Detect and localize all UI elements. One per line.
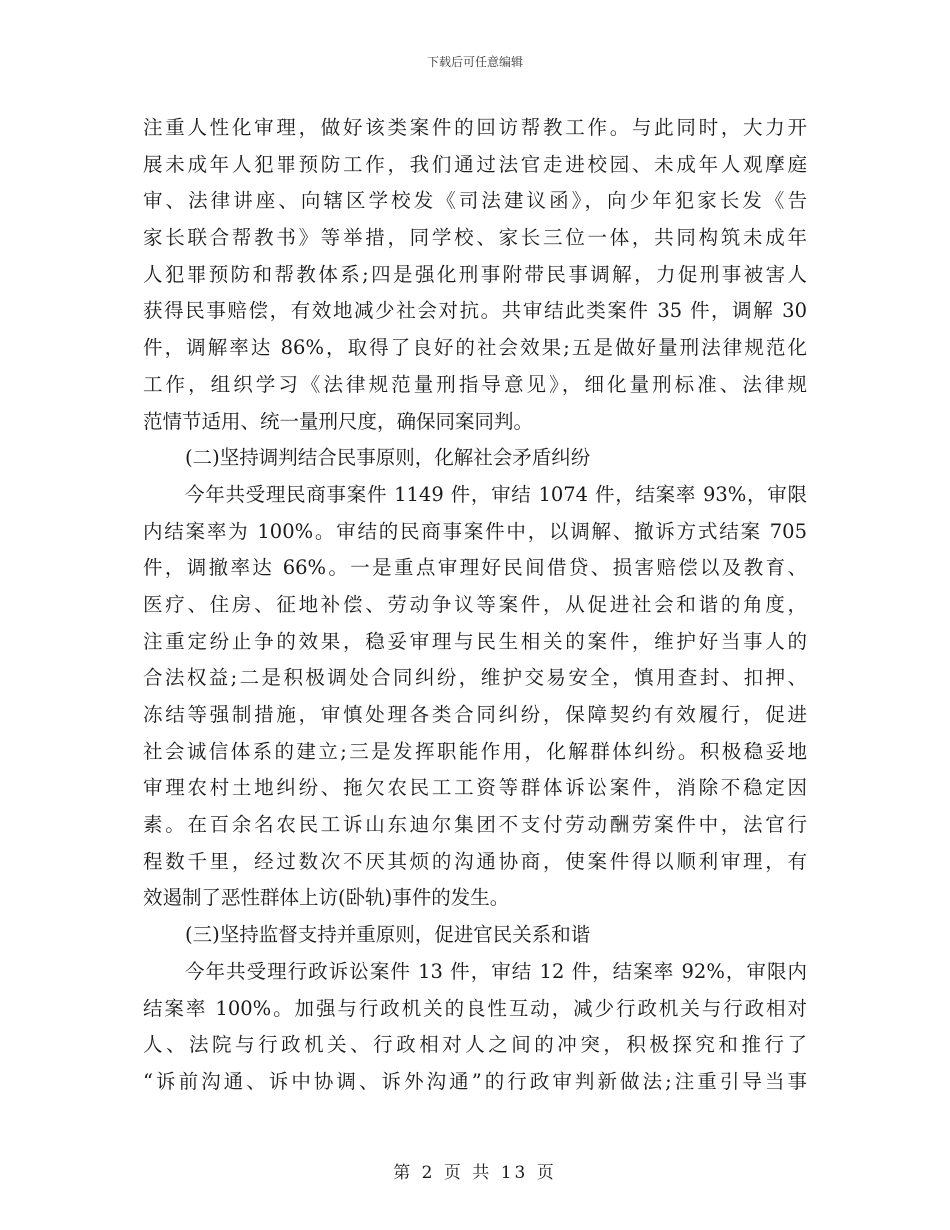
- text-line: 冻结等强制措施，审慎处理各类合同纠纷，保障契约有效履行，促进: [143, 703, 807, 726]
- page-number-footer: 第 2 页 共 13 页: [393, 1163, 557, 1183]
- text-line: 程数千里，经过数次不厌其烦的沟通协商，使案件得以顺利审理，有: [143, 849, 807, 873]
- text-line: 素。在百余名农民工诉山东迪尔集团不支付劳动酬劳案件中，法官行: [143, 813, 807, 837]
- body-text: [143, 110, 807, 1101]
- text-line: 工作，组织学习《法律规范量刑指导意见》，细化量刑标准、法律规: [143, 372, 807, 396]
- text-line: 注重定纷止争的效果，稳妥审理与民生相关的案件，维护好当事人的: [143, 629, 807, 653]
- text-line: 件，调撤率达 66%。一是重点审理好民间借贷、损害赔偿以及教育、: [143, 556, 807, 580]
- text-line: 件，调解率达 86%，取得了良好的社会效果;五是做好量刑法律规范化: [143, 336, 807, 360]
- text-line: “诉前沟通、诉中协调、诉外沟通”的行政审判新做法;注重引导当事: [143, 1069, 807, 1093]
- text-line: 合法权益;二是积极调处合同纠纷，维护交易安全，慎用查封、扣押、: [143, 666, 807, 690]
- text-line: 展未成年人犯罪预防工作，我们通过法官走进校园、未成年人观摩庭: [143, 152, 807, 176]
- text-line: 今年共受理行政诉讼案件 13 件，审结 12 件，结案率 92%，审限内: [185, 959, 807, 983]
- text-line: 审、法律讲座、向辖区学校发《司法建议函》，向少年犯家长发《告: [143, 189, 807, 213]
- text-line: 今年共受理民商事案件 1149 件，审结 1074 件，结案率 93%，审限: [185, 482, 807, 506]
- text-line: 注重人性化审理，做好该类案件的回访帮教工作。与此同时，大力开: [143, 116, 807, 139]
- text-line: 结案率 100%。加强与行政机关的良性互动，减少行政机关与行政相对: [143, 996, 807, 1020]
- text-line: 获得民事赔偿，有效地减少社会对抗。共审结此类案件 35 件，调解 30: [143, 299, 807, 323]
- text-line: 审理农村土地纠纷、拖欠农民工工资等群体诉讼案件，消除不稳定因: [143, 776, 807, 800]
- text-line: 人犯罪预防和帮教体系;四是强化刑事附带民事调解，力促刑事被害人: [143, 262, 807, 286]
- text-line: 医疗、住房、征地补偿、劳动争议等案件，从促进社会和谐的角度，: [143, 592, 807, 616]
- text-line: 范情节适用、统一量刑尺度，确保同案同判。: [143, 409, 534, 433]
- text-line: 家长联合帮教书》等举措，同学校、家长三位一体，共同构筑未成年: [143, 226, 807, 250]
- text-line: 内结案率为 100%。审结的民商事案件中，以调解、撤诉方式结案 705: [143, 519, 807, 543]
- text-line: 效遏制了恶性群体上访(卧轨)事件的发生。: [143, 886, 510, 910]
- section-heading: (三)坚持监督支持并重原则，促进官民关系和谐: [185, 923, 591, 947]
- page-header: 下载后可任意编辑: [426, 55, 523, 69]
- text-line: 社会诚信体系的建立;三是发挥职能作用，化解群体纠纷。积极稳妥地: [143, 739, 807, 763]
- text-line: 人、法院与行政机关、行政相对人之间的冲突，积极探究和推行了: [143, 1033, 807, 1057]
- section-heading: (二)坚持调判结合民事原则，化解社会矛盾纠纷: [185, 446, 591, 470]
